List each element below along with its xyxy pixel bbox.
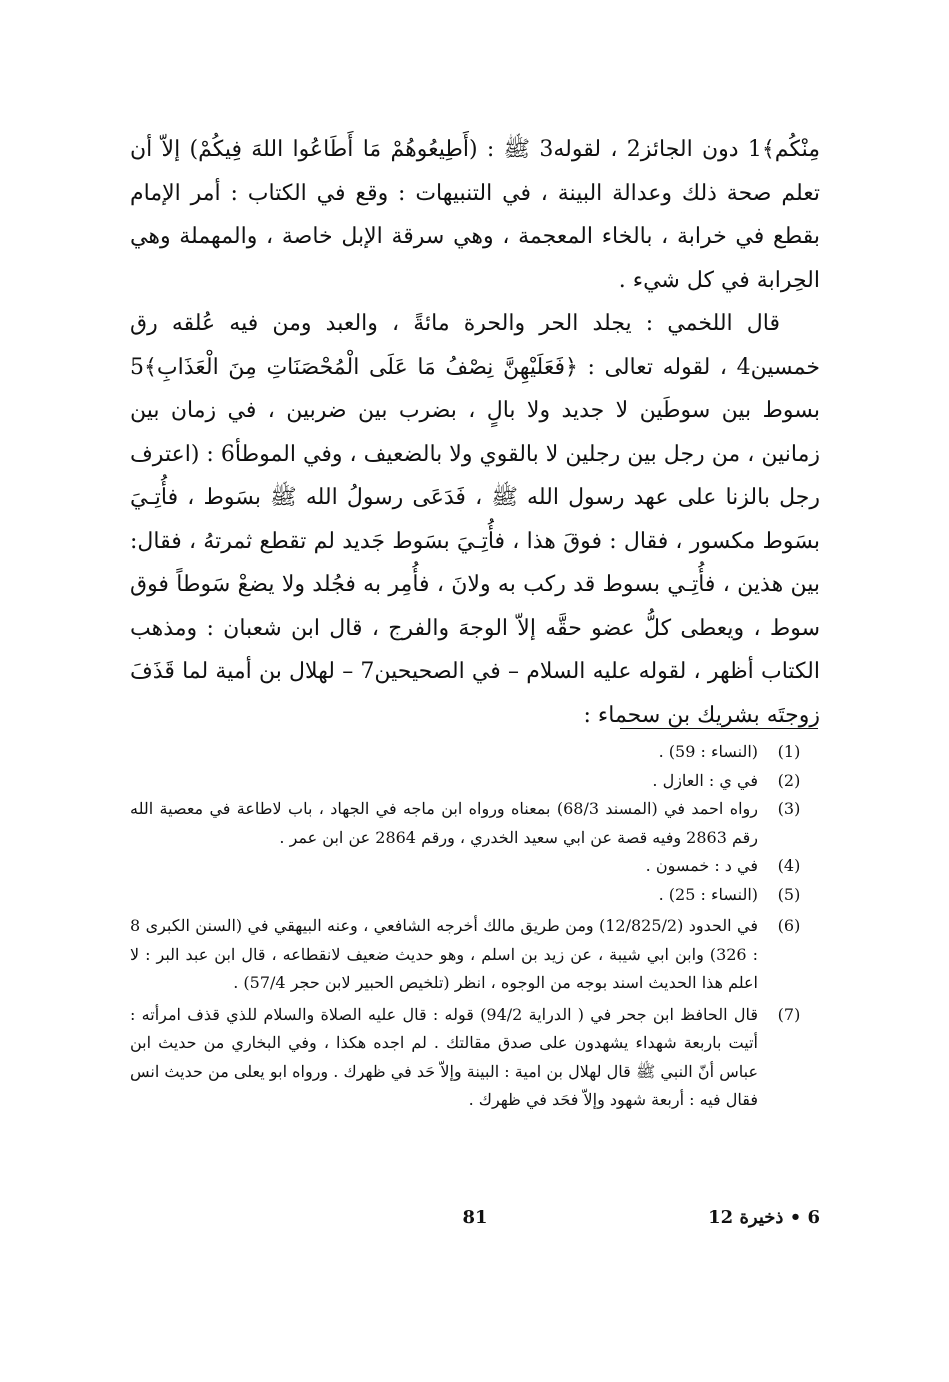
footnote-text: في ي : العازل . [652, 770, 758, 790]
paragraph: قال اللخمي : يجلد الحر والحرة مائةً ، والعبد ومن فيه عُلقه رق خمسين4 ، لقوله تعالى : ﴿فَعَلَيْهِنَّ نِصْفُ مَا عَلَى الْمُحْصَنَاتِ مِنَ الْعَذَابِ﴾5 بسوط بين سوطَين لا جديد ولا بالٍ ، بضرب بين ضربين ، في زمان بين زمانين ، من رجل بين رجلين لا بالقوي ولا بالضعيف ، وفي الموطأ6 : (اعترف رجل بالزنا على عهد رسول الله ﷺ ، فَدَعَى رسولُ الله ﷺ بسَوط ، فأُتِـيَ بسَوط مكسور ، فقال : فوقَ هذا ، فأُتِـيَ بسَوط جَديد لم تقطع ثمرتهُ ، فقال: بين هذين ، فأُتِـي بسوط قد ركب به ولانَ ، فأُمِر به فجُلد ولا يضعْ سَوطاً فوق سوط ، ويعطى كلُّ عضو حقَّه إلاّ الوجهَ والفرج ، قال ابن شعبان : ومذهب الكتاب أظهر ، لقوله عليه السلام – في الصحيحين7 – لهلال بن أمية لما قَذَفَ زوجتَه بشريك بن سحماء : [130, 311, 820, 728]
footnote [130, 852, 820, 881]
footnote-number: (2) [777, 770, 801, 790]
footnotes [130, 738, 820, 1115]
footnote [130, 738, 820, 767]
footnote-text: في د : خمسون . [645, 856, 758, 875]
footnote-number: (4) [777, 856, 801, 875]
paragraph: مِنْكُم﴾1 دون الجائز2 ، لقوله3 ﷺ : (أَطِيعُوهُمْ مَا أَطَاعُوا اللهَ فِيكُمْ) إلاّ أن تعلم صحة ذلك وعدالة البينة ، في التنبيهات : وقع في الكتاب : أمر الإمام بقطع في خرابة ، بالخاء المعجمة ، وهي سرقة الإبل خاصة ، والمهملة وهي الحِرابة في كل شيء . [130, 137, 821, 293]
footnote-text: في الحدود (12/825/2) ومن طريق مالك أخرجه الشافعي ، وعنه البيهقي في (السنن الكبرى 8 : 326) وابن ابي شيبة ، عن زيد بن اسلم ، وهو حديث ضعيف لانقطاعه ، قال ابن عبد البر : لا اعلم هذا الحديث اسند بوجه من الوجوه ، انظر (تلخيص الحبير لابن حجر 57/4) . [130, 916, 759, 992]
footnote-number: (5) [777, 884, 801, 904]
footnote [130, 912, 820, 998]
footnote-text: قال الحافظ ابن جحر في ( الدراية 94/2) قوله : قال عليه الصلاة والسلام للذي قذف امرأته : أتيت باربعة شهداء يشهدون على صدق مقالتك . لم اجده هكذا ، وفي البخاري من حديث ابن عباس أنّ النبي ﷺ قال لهلال بن امية : البينة وإلاّ حَد في ظهرك . ورواه ابو يعلى من حديث انس فقال فيه : أربعة شهود وإلاّ فحَد في ظهرك . [130, 1004, 758, 1109]
page-number: 81 [462, 1207, 488, 1228]
footnote [130, 767, 820, 796]
footnote-number: (7) [777, 1004, 801, 1024]
page-footer [130, 1207, 820, 1237]
footnote [130, 1001, 820, 1115]
footnote-divider [620, 728, 818, 729]
footnote-number: (3) [777, 799, 801, 818]
footnote [130, 795, 820, 852]
signature-mark: 6 • ذخيرة 12 [708, 1207, 820, 1228]
footnote-text: (النساء : 59) . [658, 742, 758, 761]
footnote-number: (6) [777, 916, 801, 935]
footnote [130, 881, 820, 910]
footnote-text: رواه احمد في (المسند 68/3) بمعناه ورواه ابن ماجه في الجهاد ، باب لاطاعة في معصية الله رقم 2863 وفيه قصة عن ابي سعيد الخدري ، ورقم 2864 عن ابن عمر . [130, 799, 759, 847]
main-text [130, 128, 820, 737]
footnote-text: (النساء : 25) . [658, 884, 758, 904]
footnote-number: (1) [777, 742, 801, 761]
